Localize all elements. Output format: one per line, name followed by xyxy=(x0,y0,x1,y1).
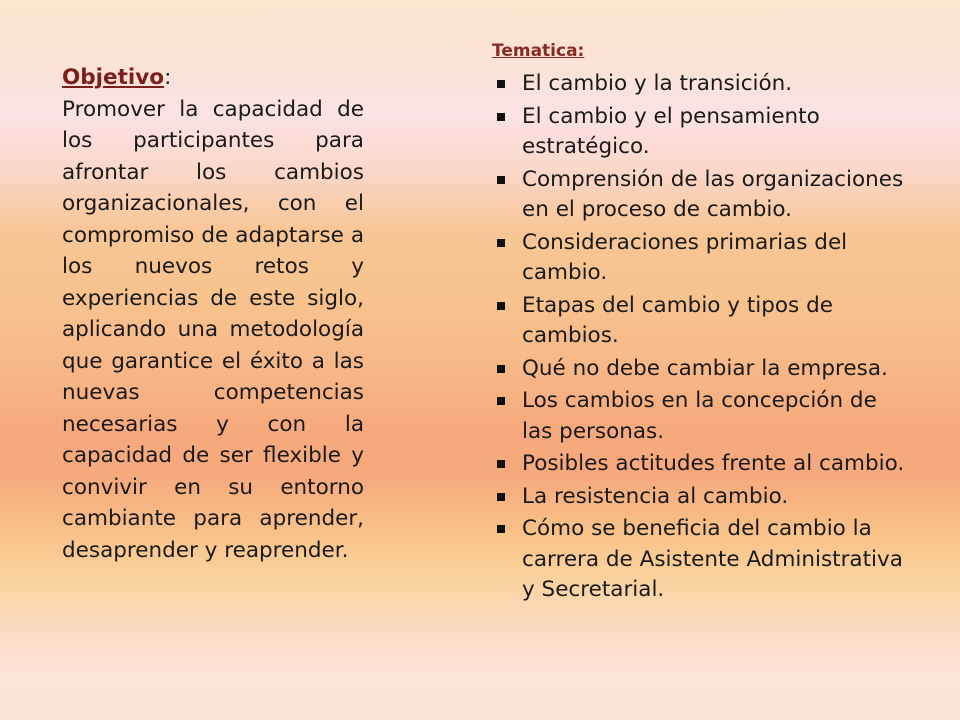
square-bullet-icon xyxy=(497,176,505,184)
tematica-item xyxy=(492,102,912,163)
tematica-item-text: Qué no debe cambiar la empresa. xyxy=(522,355,888,381)
tematica-item xyxy=(492,165,912,226)
tematica-item xyxy=(492,482,912,513)
tematica-list xyxy=(492,69,912,606)
tematica-item-text: El cambio y el pensamiento estratégico. xyxy=(522,103,820,159)
tematica-item-text: Los cambios en la concepción de las personas. xyxy=(522,388,877,444)
square-bullet-icon xyxy=(497,80,505,88)
tematica-item-text: Comprensión de las organizaciones en el proceso de cambio. xyxy=(522,166,904,222)
tematica-item xyxy=(492,386,912,447)
tematica-item-text: El cambio y la transición. xyxy=(522,71,793,96)
tematica-item xyxy=(492,449,912,480)
square-bullet-icon xyxy=(497,397,505,405)
tematica-item-text: Consideraciones primarias del cambio. xyxy=(522,229,848,285)
tematica-title: Tematica: xyxy=(492,41,585,61)
tematica-item-text: Etapas del cambio y tipos de cambios. xyxy=(522,292,833,348)
tematica-item xyxy=(492,228,912,289)
tematica-item xyxy=(492,514,912,606)
square-bullet-icon xyxy=(497,525,505,533)
objetivo-heading xyxy=(62,62,364,94)
tematica-item xyxy=(492,69,912,100)
tematica-item-text: Posibles actitudes frente al cambio. xyxy=(522,451,905,476)
square-bullet-icon xyxy=(497,365,505,373)
objetivo-heading-label: Objetivo xyxy=(62,65,165,90)
square-bullet-icon xyxy=(497,493,505,501)
objetivo-section xyxy=(62,62,364,566)
tematica-item-text: Cómo se beneficia del cambio la carrera de Asistente Administrativa y Secretarial. xyxy=(522,516,903,602)
objetivo-text: Promover la capacidad de los participantes para afrontar los cambios organizacionales, con el compromiso de adaptarse a los nuevos retos y experiencias de este siglo, aplicando una metodología que garantice el éxito a las nuevas competencias necesarias y con la capacidad de ser flexible y convivir en su entorno cambiante para aprender, desaprender y reaprender. xyxy=(62,96,364,563)
square-bullet-icon xyxy=(497,113,505,121)
tematica-item-text: La resistencia al cambio. xyxy=(522,483,789,509)
tematica-section xyxy=(492,38,912,608)
square-bullet-icon xyxy=(497,460,505,468)
square-bullet-icon xyxy=(497,239,505,247)
square-bullet-icon xyxy=(497,302,505,310)
tematica-item xyxy=(492,354,912,385)
objetivo-heading-colon: : xyxy=(164,65,172,90)
tematica-item xyxy=(492,291,912,352)
